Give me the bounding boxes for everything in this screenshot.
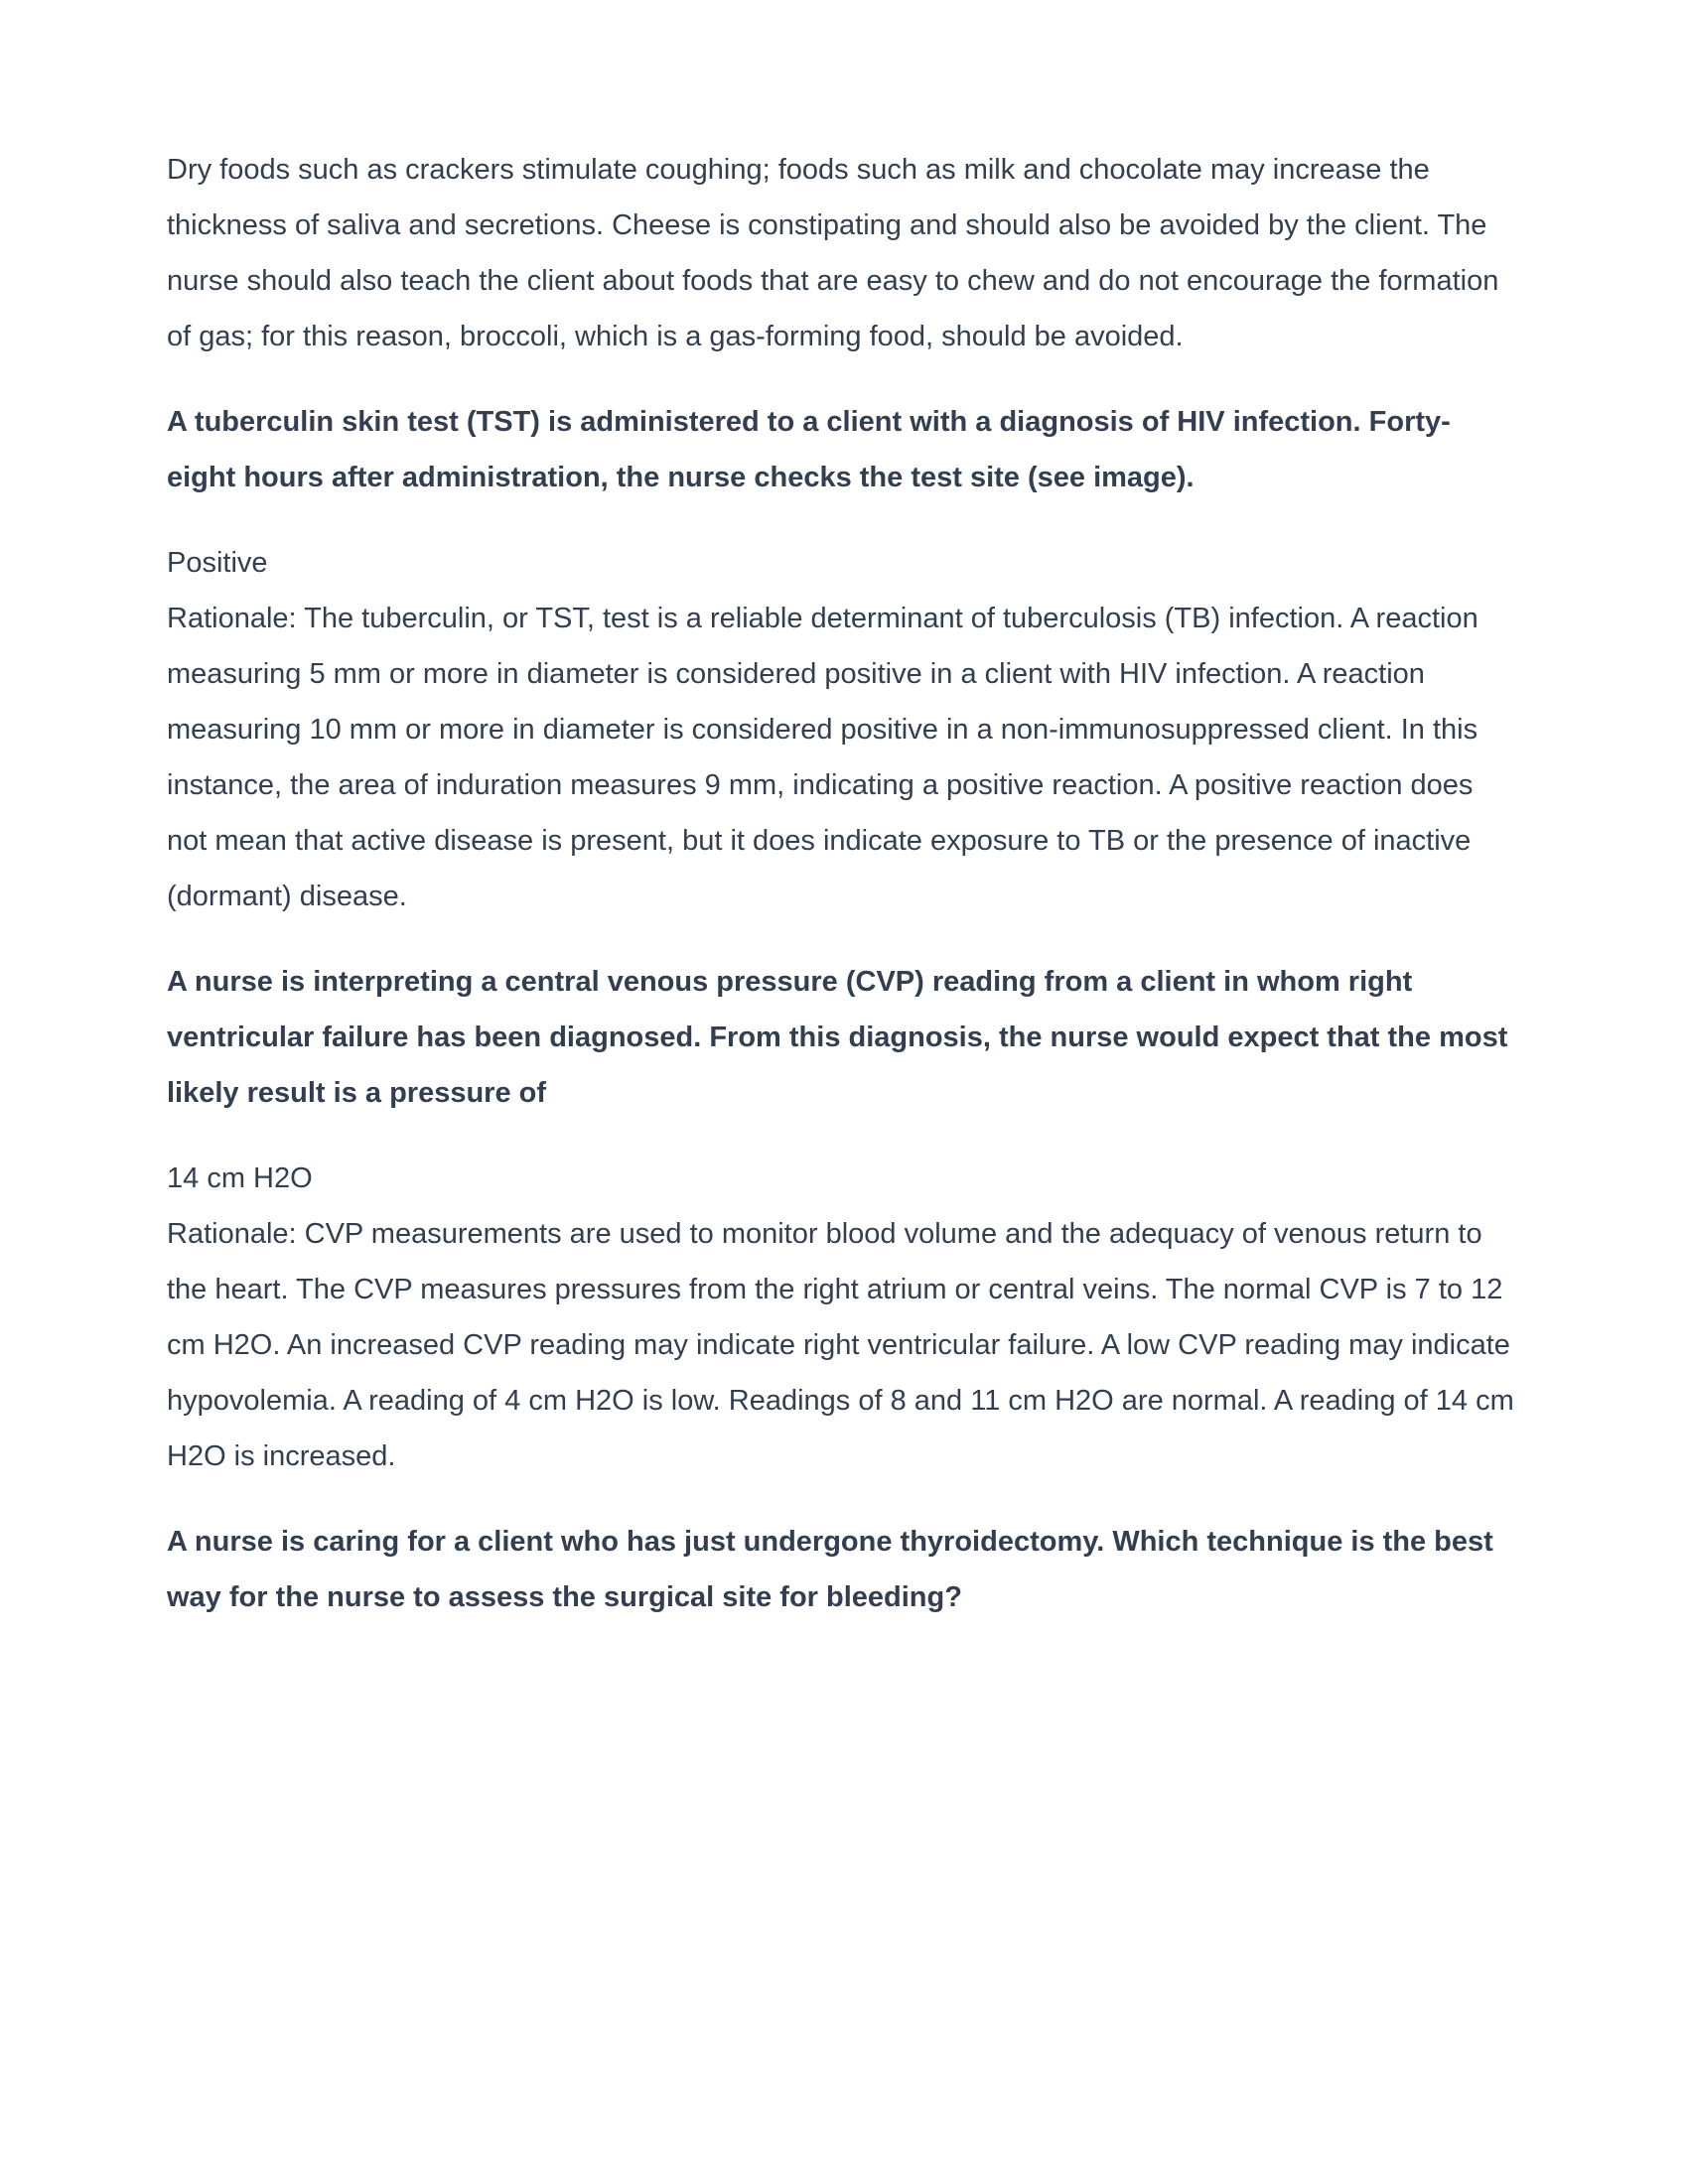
answer-tst: Positive xyxy=(167,547,268,579)
question-cvp-reading: A nurse is interpreting a central venous pressure (CVP) reading from a client in whom right ventricular failure has been diagnosed. From this diagnosis, the nurse would expect that the most likely result is a pressure of xyxy=(167,966,1508,1109)
paragraph-food-rationale: Dry foods such as crackers stimulate coughing; foods such as milk and chocolate may increase the thickness of saliva and secretions. Cheese is constipating and should also be avoided by the client. The nurse should also teach the client about foods that are easy to chew and do not encourage the formation of gas; for this reason, broccoli, which is a gas-forming food, should be avoided. xyxy=(167,154,1499,352)
rationale-cvp: Rationale: CVP measurements are used to monitor blood volume and the adequacy of venous return to the heart. The CVP measures pressures from the right atrium or central veins. The normal CVP is 7 to 12 cm H2O. An increased CVP reading may indicate right ventricular failure. A low CVP reading may indicate hypovolemia. A reading of 4 cm H2O is low. Readings of 8 and 11 cm H2O are normal. A reading of 14 cm H2O is increased. xyxy=(167,1218,1514,1472)
answer-cvp: 14 cm H2O xyxy=(167,1162,313,1194)
answer-block-cvp xyxy=(167,1151,1519,1484)
rationale-tst: Rationale: The tuberculin, or TST, test is a reliable determinant of tuberculosis (TB) infection. A reaction measuring 5 mm or more in diameter is considered positive in a client with HIV infection. A reaction measuring 10 mm or more in diameter is considered positive in a non-immunosuppressed client. In this instance, the area of induration measures 9 mm, indicating a positive reaction. A positive reaction does not mean that active disease is present, but it does indicate exposure to TB or the presence of inactive (dormant) disease. xyxy=(167,603,1478,912)
question-tuberculin-skin-test: A tuberculin skin test (TST) is administered to a client with a diagnosis of HIV infection. Forty-eight hours after administration, the nurse checks the test site (see image). xyxy=(167,406,1451,493)
answer-block-tst xyxy=(167,535,1519,924)
question-thyroidectomy: A nurse is caring for a client who has just undergone thyroidectomy. Which technique is the best way for the nurse to assess the surgical site for bleeding? xyxy=(167,1526,1493,1613)
